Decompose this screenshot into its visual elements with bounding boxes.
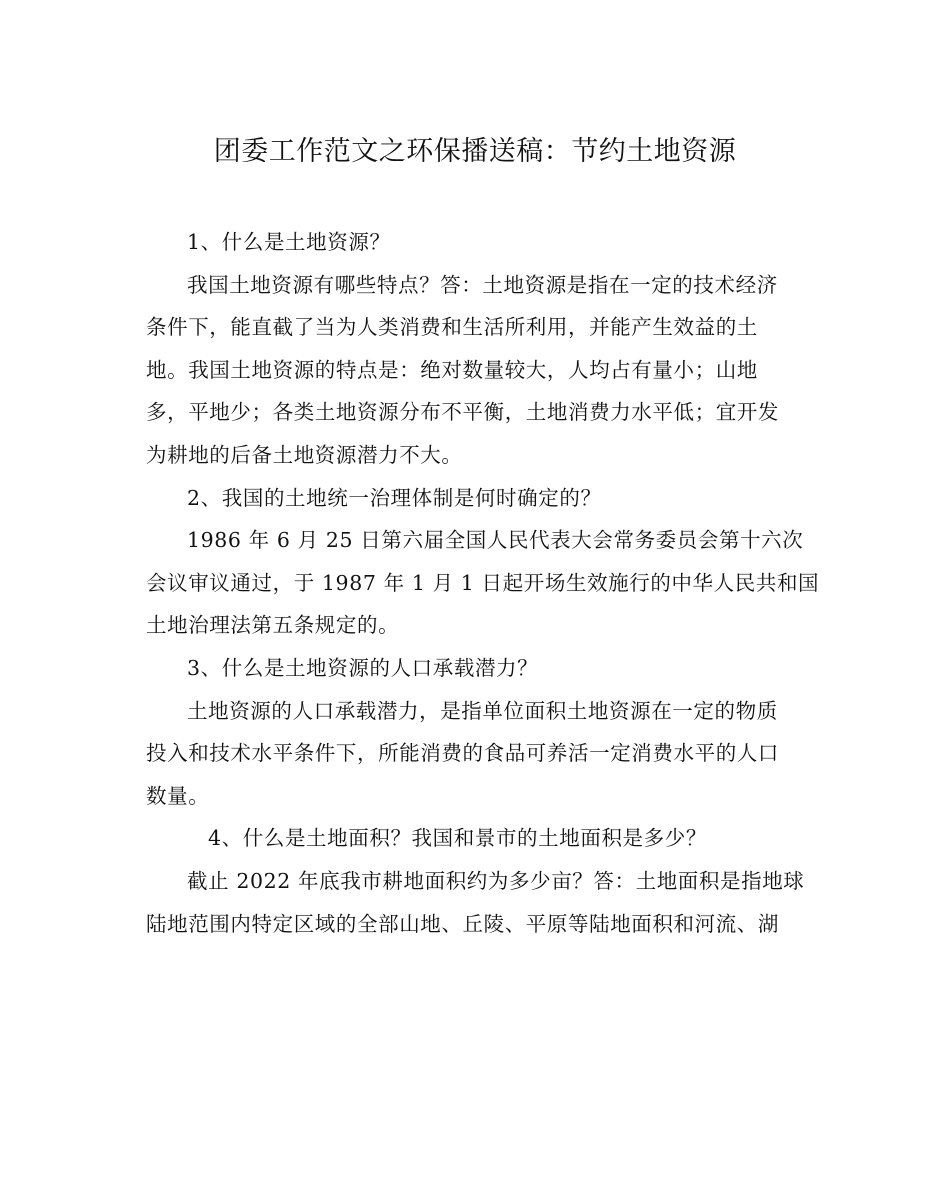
answer-line: 投入和技术水平条件下，所能消费的食品可养活一定消费水平的人口 xyxy=(146,741,779,766)
answer-line: 1986 年 6 月 25 日第六届全国人民代表大会常务委员会第十六次 xyxy=(187,528,804,553)
answer-line: 我国土地资源有哪些特点？答：土地资源是指在一定的技术经济 xyxy=(187,272,778,297)
answer-3 xyxy=(146,690,806,818)
answer-2 xyxy=(146,519,820,647)
document-title: 团委工作范文之环保播送稿：节约土地资源 xyxy=(213,136,737,167)
question-1: 1、什么是土地资源？ xyxy=(187,230,391,254)
answer-line: 地。我国土地资源的特点是：绝对数量较大，人均占有量小；山地 xyxy=(146,357,758,382)
question-2: 2、我国的土地统一治理体制是何时确定的？ xyxy=(187,485,602,510)
question-3: 3、什么是土地资源的人口承载潜力？ xyxy=(187,655,539,680)
answer-line: 数量。 xyxy=(146,783,210,808)
answer-line: 条件下，能直截了当为人类消费和生活所利用，并能产生效益的土 xyxy=(146,315,758,340)
answer-line: 陆地范围内特定区域的全部山地、丘陵、平原等陆地面积和河流、湖 xyxy=(146,911,779,936)
question-4: 4、什么是土地面积？我国和景市的土地面积是多少？ xyxy=(208,826,707,851)
document-body xyxy=(146,221,820,945)
answer-line: 多，平地少；各类土地资源分布不平衡，土地消费力水平低；宜开发 xyxy=(146,400,779,425)
answer-line: 会议审议通过，于 1987 年 1 月 1 日起开场生效施行的中华人民共和国 xyxy=(146,570,820,595)
answer-1 xyxy=(146,264,806,477)
answer-line: 为耕地的后备土地资源潜力不大。 xyxy=(146,442,463,467)
answer-line: 土地资源的人口承载潜力，是指单位面积土地资源在一定的物质 xyxy=(187,698,778,723)
answer-4 xyxy=(146,860,806,945)
answer-line: 土地治理法第五条规定的。 xyxy=(146,613,400,638)
answer-line: 截止 2022 年底我市耕地面积约为多少亩？答：土地面积是指地球 xyxy=(187,868,805,893)
